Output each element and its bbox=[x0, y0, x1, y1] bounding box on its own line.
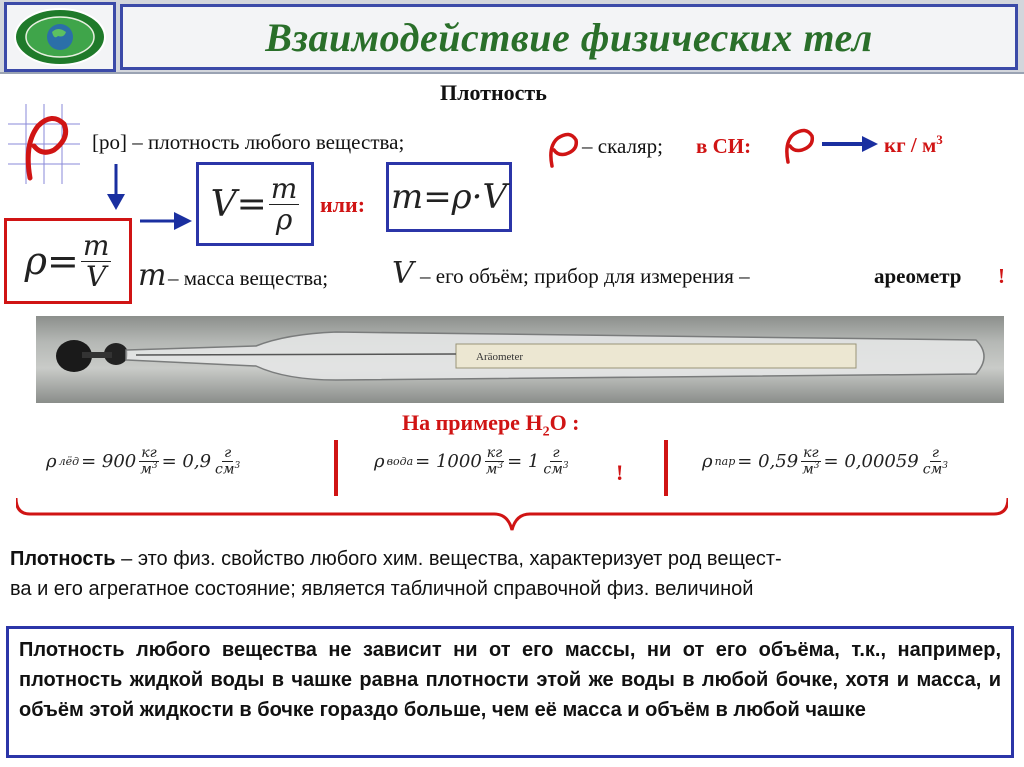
example-label-sub: 2 bbox=[542, 424, 550, 440]
divider-right bbox=[664, 440, 668, 496]
definition-text-1: – это физ. свойство любого хим. вещества, характеризует род вещест- bbox=[115, 548, 782, 570]
water-value-1: = 1000 bbox=[415, 451, 482, 473]
steam-density-formula: ρ пар = 0,59 $\frac{кг}{м^3}$ = 0,00059 $\frac{г}{см^3}$ bbox=[702, 445, 948, 478]
note-box bbox=[6, 626, 1014, 758]
instrument-name: ареометр bbox=[874, 264, 962, 288]
steam-unit-2-num: г bbox=[931, 445, 939, 461]
steam-value-1: = 0,59 bbox=[737, 451, 799, 473]
steam-unit-2-exp: 3 bbox=[942, 460, 948, 471]
mass-description: – масса вещества; bbox=[168, 266, 329, 290]
water-unit-1-den: м bbox=[485, 461, 498, 478]
hydrometer-label: Aräometer bbox=[476, 351, 524, 363]
water-density-formula: ρ вода = 1000 $\frac{кг}{м^3}$ = 1 $\frac{г}{см^3}$ bbox=[374, 445, 569, 478]
ice-value-1: = 900 bbox=[81, 451, 137, 473]
steam-unit-1-den: м bbox=[802, 461, 814, 478]
water-unit-1-num: кг bbox=[486, 445, 503, 461]
volume-formula-box bbox=[196, 162, 314, 246]
si-unit-exponent: 3 bbox=[936, 132, 943, 147]
ice-unit-1-den: м bbox=[140, 461, 152, 478]
school-logo-icon bbox=[12, 6, 108, 68]
arrow-right-icon bbox=[822, 134, 878, 154]
water-unit-1-exp: 3 bbox=[497, 460, 504, 471]
rho-grid-symbol bbox=[8, 104, 80, 184]
hydrometer-photo bbox=[36, 316, 1004, 403]
water-unit-2-exp: 3 bbox=[562, 460, 569, 471]
water-unit-2-den: см bbox=[543, 461, 563, 478]
volume-description: – его объём; прибор для измерения – bbox=[420, 264, 750, 288]
si-unit bbox=[884, 132, 943, 158]
arrow-down-icon bbox=[104, 164, 128, 212]
ice-unit-1-num: кг bbox=[141, 445, 157, 461]
rho-definition: [ро] – плотность любого вещества; bbox=[92, 130, 405, 154]
rho-small-icon-1 bbox=[540, 128, 584, 168]
definition-term: Плотность bbox=[10, 548, 116, 570]
example-label bbox=[402, 410, 580, 440]
divider-left bbox=[334, 440, 338, 496]
ice-unit-2-num: г bbox=[224, 445, 232, 461]
or-label: или: bbox=[320, 192, 366, 217]
scalar-text: – скаляр; bbox=[582, 134, 663, 158]
volume-formula: V= $\frac{m}{\rho}$ bbox=[210, 172, 298, 236]
example-label-end: O : bbox=[549, 410, 580, 435]
water-value-2: = 1 bbox=[507, 451, 540, 473]
ice-density-formula: ρ лёд = 900 $\frac{кг}{м^3}$ = 0,9 $\frac{г}{см^3}$ bbox=[46, 445, 241, 478]
note-text: Плотность любого вещества не зависит ни от его массы, ни от его объёма, т.к., например, плотность жидкой воды в чашке равна плотности этой же воды в любой бочке, хотя и масса, и объём этой жидкости в бочке гораздо больше, чем её масса и объём в любой чашке bbox=[19, 639, 1001, 721]
mass-formula-box bbox=[386, 162, 512, 232]
brace-decoration bbox=[16, 496, 1008, 532]
ice-unit-1-exp: 3 bbox=[151, 460, 158, 471]
steam-unit-2-den: см bbox=[922, 461, 943, 478]
definition-paragraph bbox=[10, 544, 1016, 604]
ice-value-2: = 0,9 bbox=[161, 451, 212, 473]
rho-small-icon-2 bbox=[776, 124, 820, 164]
steam-value-2: = 0,00059 bbox=[823, 451, 919, 473]
si-unit-text: кг / м bbox=[884, 133, 937, 157]
ice-unit-2-exp: 3 bbox=[234, 460, 241, 471]
volume-symbol: V bbox=[392, 256, 414, 291]
page-title: Взаимодействие физических тел bbox=[265, 14, 873, 60]
steam-sub: пар bbox=[714, 455, 736, 469]
water-sub: вода bbox=[386, 455, 414, 469]
mass-formula: m=ρ·V bbox=[390, 177, 508, 217]
arrow-right-icon-2 bbox=[140, 210, 192, 232]
density-formula: ρ= $\frac{m}{V}$ bbox=[24, 229, 110, 293]
steam-unit-1-exp: 3 bbox=[813, 460, 820, 471]
section-title: Плотность bbox=[440, 80, 547, 105]
density-formula-box bbox=[4, 218, 132, 304]
definition-line-1 bbox=[10, 544, 1016, 574]
water-mark: ! bbox=[616, 460, 624, 485]
ice-sub: лёд bbox=[58, 455, 80, 469]
title-box bbox=[120, 4, 1018, 70]
ice-unit-2-den: см bbox=[215, 461, 235, 478]
example-label-text: На примере H bbox=[402, 410, 543, 435]
definition-line-2: ва и его агрегатное состояние; является табличной справочной физ. величиной bbox=[10, 578, 754, 600]
mass-symbol: m bbox=[138, 258, 167, 293]
rho-symbol-icon bbox=[8, 104, 80, 184]
hydrometer-icon bbox=[36, 316, 1004, 403]
logo bbox=[4, 2, 116, 72]
si-label: в СИ: bbox=[696, 134, 752, 158]
instrument-mark: ! bbox=[998, 264, 1005, 288]
steam-unit-1-num: кг bbox=[803, 445, 819, 461]
water-unit-2-num: г bbox=[552, 445, 560, 461]
